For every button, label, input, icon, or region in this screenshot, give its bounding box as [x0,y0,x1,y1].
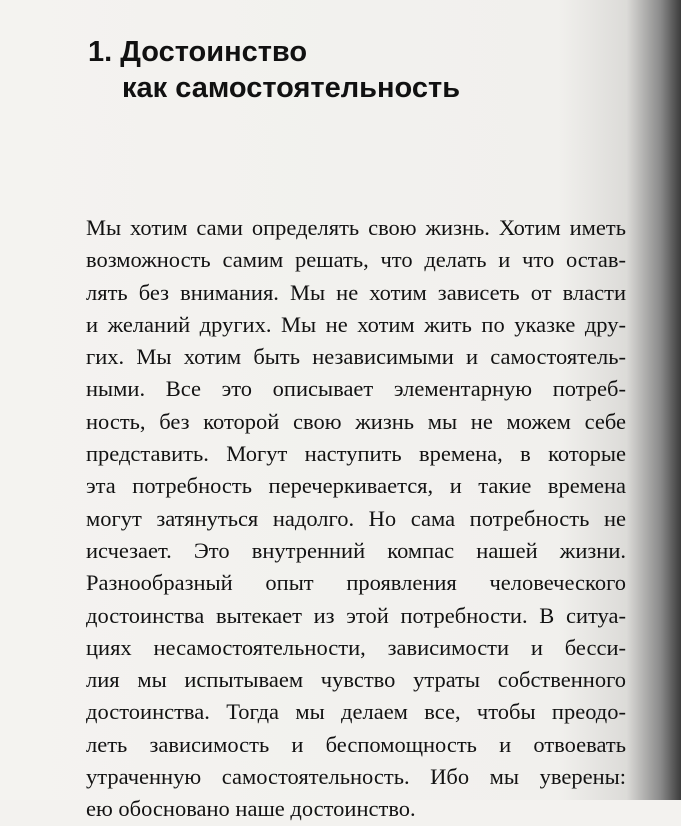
text-line: достоинства вытекает из этой потребности. В ситуа- [86,602,626,628]
text-line: утраченную самостоятельность. Ибо мы уверены: [86,764,626,790]
text-line: гих. Мы хотим быть независимыми и самостоятель- [86,344,626,370]
text-line: ными. Все это описывает элементарную потреб- [86,376,626,402]
text-line: возможность самим решать, что делать и что остав- [86,247,626,273]
text-line: Мы хотим сами определять свою жизнь. Хотим иметь [86,215,626,240]
text-line: циях несамостоятельности, зависимости и бесси- [86,634,626,660]
chapter-title-line-1: 1. Достоинство [88,36,308,68]
text-line: лия мы испытываем чувство утраты собственного [86,667,626,693]
text-line: ею обосновано наше достоинство. [86,796,416,822]
text-line: Разнообразный опыт проявления человеческого [86,570,626,596]
text-line: эта потребность перечеркивается, и такие времена [86,473,626,499]
text-line: представить. Могут наступить времена, в которые [86,441,626,467]
text-line: и желаний других. Мы не хотим жить по указке дру- [86,311,626,337]
text-line: леть зависимость и беспомощность и отвоевать [86,731,626,757]
text-line: исчезает. Это внутренний компас нашей жизни. [86,537,626,563]
body-paragraph [86,212,626,826]
text-line: могут затянуться надолго. Но сама потребность не [86,505,626,531]
chapter-title-line-2: как самостоятельность [122,72,461,104]
chapter-heading [88,34,460,106]
text-line: лять без внимания. Мы не хотим зависеть от власти [86,279,626,305]
text-line: ность, без которой свою жизнь мы не можем себе [86,408,626,434]
text-line: достоинства. Тогда мы делаем все, чтобы преодо- [86,699,626,725]
